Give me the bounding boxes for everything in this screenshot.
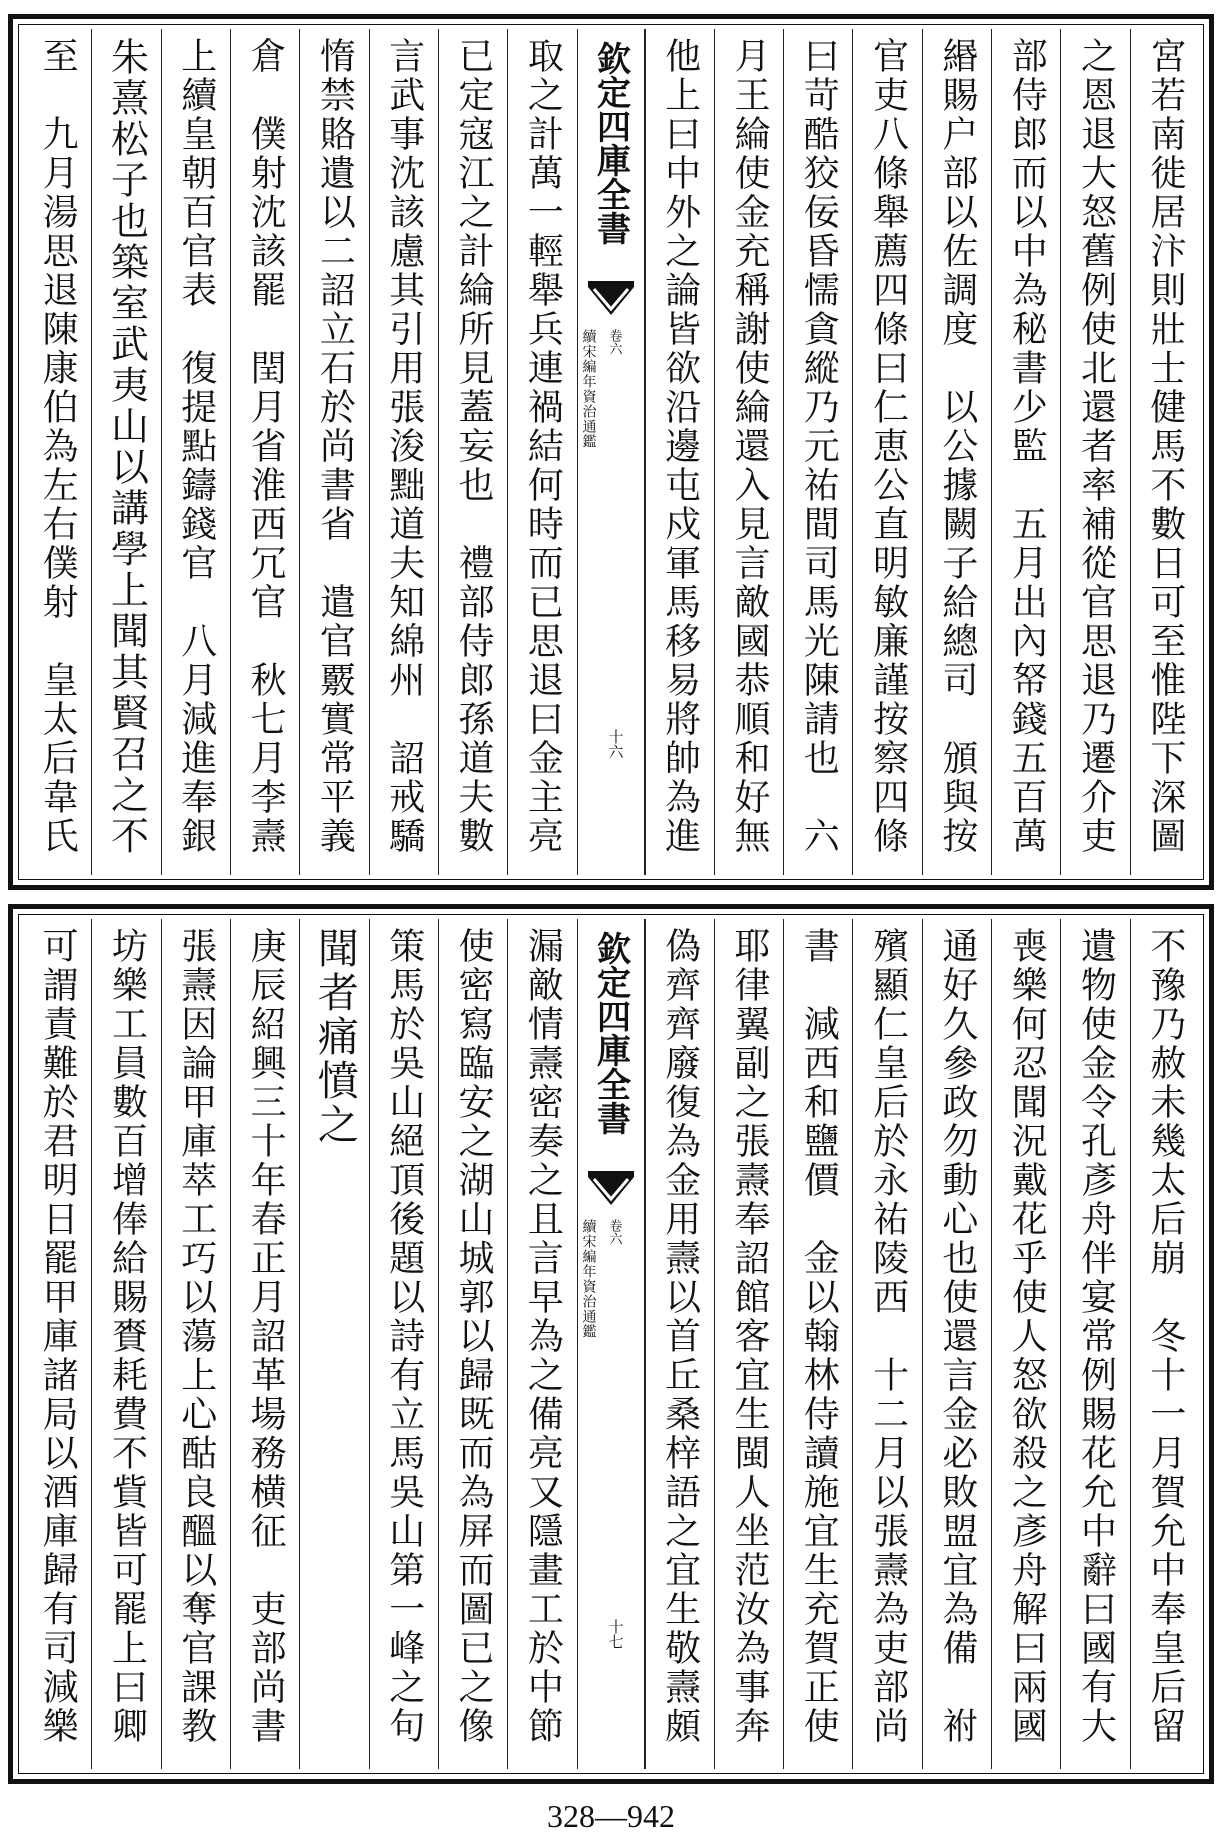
text-column: 通好久參政勿動心也使還言金必敗盟宜為備 祔 [922, 919, 991, 1769]
text-column: 可謂責難於君明日罷甲庫諸局以酒庫歸有司減樂 [37, 927, 79, 1746]
text-column: 月王綸使金充稱謝使綸還入見言敵國恭順和好無 [714, 29, 783, 875]
text-column: 已定寇江之計綸所見蓋妄也 禮部侍郎孫道夫數 [438, 29, 507, 875]
text-column: 之恩退大怒舊例使北還者率補從官思退乃遷介吏 [1060, 29, 1129, 875]
volume-label: 卷六 [606, 329, 622, 355]
text-column: 上續皇朝百官表 復提點鑄錢官 八月減進奉銀 [161, 29, 230, 875]
volume-label: 卷六 [606, 1219, 622, 1245]
center-fold-margin [577, 29, 645, 875]
book-title: 欽定四庫全書 [590, 931, 631, 1135]
text-column: 張燾因論甲庫萃工巧以蕩上心酤良醞以奪官課教 [161, 919, 230, 1769]
text-column: 偽齊齊廢復為金用燾以首丘桑梓語之宜生敬燾頗 [645, 919, 714, 1769]
reprint-page-code: 328—942 [547, 1798, 675, 1834]
work-title: 續宋編年資治通鑑 [580, 329, 597, 449]
lower-page-columns [23, 919, 1199, 1769]
fish-tail-mark-icon [586, 279, 636, 317]
book-title: 欽定四庫全書 [590, 41, 631, 245]
text-column: 他上曰中外之論皆欲沿邊屯戍軍馬移易將帥為進 [645, 29, 714, 875]
text-column: 遺物使金令孔彥舟伴宴常例賜花允中辭曰國有大 [1060, 919, 1129, 1769]
text-column: 策馬於吳山絕頂後題以詩有立馬吳山第一峰之句 [369, 919, 438, 1769]
text-column: 部侍郎而以中為秘書少監 五月出內帑錢五百萬 [991, 29, 1060, 875]
text-column: 言武事沈該慮其引用張浚黜道夫知綿州 詔戒驕 [369, 29, 438, 875]
center-fold-margin [577, 919, 645, 1769]
page-number: 十六 [606, 729, 625, 759]
text-column: 至 九月湯思退陳康伯為左右僕射 皇太后韋氏 [37, 37, 79, 856]
upper-page-columns [23, 29, 1199, 875]
text-column: 殯顯仁皇后於永祐陵西 十二月以張燾為吏部尚 [852, 919, 921, 1769]
text-column: 庚辰紹興三十年春正月詔革場務横征 吏部尚書 [230, 919, 299, 1769]
work-title: 續宋編年資治通鑑 [580, 1219, 597, 1339]
text-column: 宮若南徙居汴則壯士健馬不數日可至惟陛下深圖 [1130, 29, 1199, 875]
upper-page [8, 14, 1214, 890]
text-column: 喪樂何忍聞況戴花乎使人怒欲殺之彥舟解曰兩國 [991, 919, 1060, 1769]
text-column: 聞者痛憤之 [299, 919, 368, 1769]
text-column: 使密寫臨安之湖山城郭以歸既而為屏而圖已之像 [438, 919, 507, 1769]
text-column: 不豫乃赦未幾太后崩 冬十一月賀允中奉皇后留 [1130, 919, 1199, 1769]
text-column: 倉 僕射沈該罷 閏月省淮西冗官 秋七月李燾 [230, 29, 299, 875]
lower-page [8, 904, 1214, 1784]
text-column: 惰禁賂遺以二詔立石於尚書省 遣官覈實常平義 [299, 29, 368, 875]
text-column: 官吏八條舉薦四條曰仁恵公直明敏廉謹按察四條 [852, 29, 921, 875]
page-number: 十七 [606, 1619, 625, 1649]
text-column: 漏敵情燾密奏之且言早為之備亮又隱畫工於中節 [507, 919, 576, 1769]
text-column: 曰苛酷狡佞昏懦貪縱乃元祐間司馬光陳請也 六 [783, 29, 852, 875]
text-column: 耶律翼副之張燾奉詔館客宜生閩人坐范汝為事奔 [714, 919, 783, 1769]
text-column: 取之計萬一輕舉兵連禍結何時而已思退曰金主亮 [507, 29, 576, 875]
fish-tail-mark-icon [586, 1169, 636, 1207]
text-column: 緡賜户部以佐調度 以公據闕子給總司 頒與按 [922, 29, 991, 875]
text-column: 坊樂工員數百增俸給賜賚耗費不貲皆可罷上曰卿 [91, 919, 160, 1769]
text-column: 朱熹松子也築室武夷山以講學上聞其賢召之不 [91, 29, 160, 875]
text-column: 書 減西和鹽價 金以翰林侍讀施宜生充賀正使 [783, 919, 852, 1769]
